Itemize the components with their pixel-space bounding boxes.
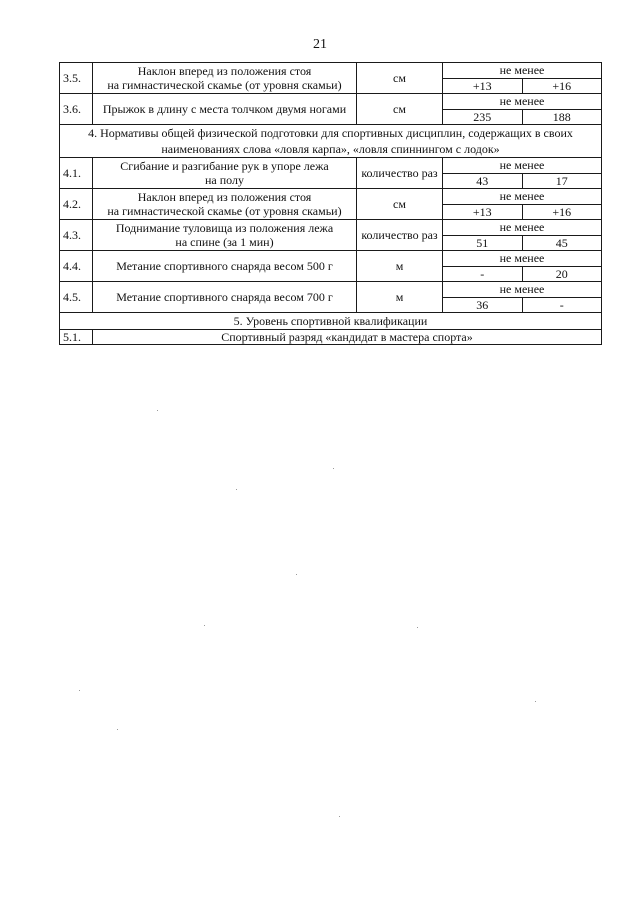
unit-cell: количество раз [357, 220, 443, 251]
exercise-name-line: на гимнастической скамье (от уровня скамьи) [107, 204, 342, 218]
exercise-name-line: Метание спортивного снаряда весом 700 г [116, 290, 333, 304]
norm-label: не менее [443, 63, 601, 79]
exercise-name-line: Наклон вперед из положения стоя [137, 64, 312, 78]
exercise-name-line: Сгибание и разгибание рук в упоре лежа [120, 159, 329, 173]
unit-cell: см [357, 63, 443, 94]
section-row [60, 125, 602, 158]
norm-values [443, 158, 602, 189]
section-heading: 4. Нормативы общей физической подготовки для спортивных дисциплин, содержащих в своих наименованиях слова «ловля карпа», «ловля спиннингом с лодок» [60, 125, 602, 158]
value-boys: - [443, 267, 523, 281]
value-girls: - [559, 298, 564, 312]
row-number: 4.3. [60, 220, 93, 251]
section-row [60, 313, 602, 330]
value-boys: 36 [443, 298, 523, 312]
row-number: 5.1. [60, 330, 93, 345]
unit-cell: см [357, 189, 443, 220]
value-boys: 51 [443, 236, 523, 250]
exercise-name [93, 94, 357, 125]
section-heading: 5. Уровень спортивной квалификации [60, 313, 602, 330]
norm-values [443, 220, 602, 251]
value-boys: +13 [443, 205, 523, 219]
norm-label: не менее [443, 189, 601, 205]
exercise-name-line: Прыжок в длину с места толчком двумя ногами [102, 102, 347, 116]
row-number: 3.5. [60, 63, 93, 94]
exercise-name [93, 158, 357, 189]
exercise-name-line: на гимнастической скамье (от уровня скамьи) [107, 78, 342, 92]
exercise-name [93, 282, 357, 313]
value-boys: 235 [443, 110, 523, 124]
table-row [60, 330, 602, 345]
norm-values [443, 63, 602, 94]
value-girls: 17 [555, 174, 568, 188]
norm-values [443, 94, 602, 125]
exercise-name-line: на полу [205, 173, 244, 187]
unit-cell: м [357, 251, 443, 282]
row-number: 4.5. [60, 282, 93, 313]
table-row [60, 220, 602, 251]
unit-cell: см [357, 94, 443, 125]
value-girls: +16 [552, 79, 572, 93]
norm-label: не менее [443, 158, 601, 174]
table-row [60, 282, 602, 313]
unit-cell: м [357, 282, 443, 313]
exercise-name [93, 251, 357, 282]
value-boys: 43 [443, 174, 523, 188]
norms-table [59, 62, 602, 345]
norm-label: не менее [443, 251, 601, 267]
norm-label: не менее [443, 220, 601, 236]
table-row [60, 94, 602, 125]
norm-values [443, 189, 602, 220]
exercise-name-line: Поднимание туловища из положения лежа [115, 221, 334, 235]
exercise-name-line: Метание спортивного снаряда весом 500 г [116, 259, 333, 273]
qualification-text: Спортивный разряд «кандидат в мастера спорта» [93, 330, 602, 345]
value-girls: +16 [552, 205, 572, 219]
exercise-name-line: Наклон вперед из положения стоя [137, 190, 312, 204]
row-number: 4.1. [60, 158, 93, 189]
row-number: 4.2. [60, 189, 93, 220]
exercise-name [93, 189, 357, 220]
norm-label: не менее [443, 282, 601, 298]
exercise-name [93, 220, 357, 251]
row-number: 3.6. [60, 94, 93, 125]
page-number: 21 [313, 37, 327, 52]
norm-label: не менее [443, 94, 601, 110]
value-girls: 20 [555, 267, 568, 281]
norm-values [443, 251, 602, 282]
exercise-name-line: на спине (за 1 мин) [175, 235, 274, 249]
exercise-name [93, 63, 357, 94]
value-girls: 188 [552, 110, 571, 124]
value-girls: 45 [555, 236, 568, 250]
value-boys: +13 [443, 79, 523, 93]
unit-cell: количество раз [357, 158, 443, 189]
table-row [60, 189, 602, 220]
table-row [60, 158, 602, 189]
table-row [60, 251, 602, 282]
table-row [60, 63, 602, 94]
row-number: 4.4. [60, 251, 93, 282]
norm-values [443, 282, 602, 313]
